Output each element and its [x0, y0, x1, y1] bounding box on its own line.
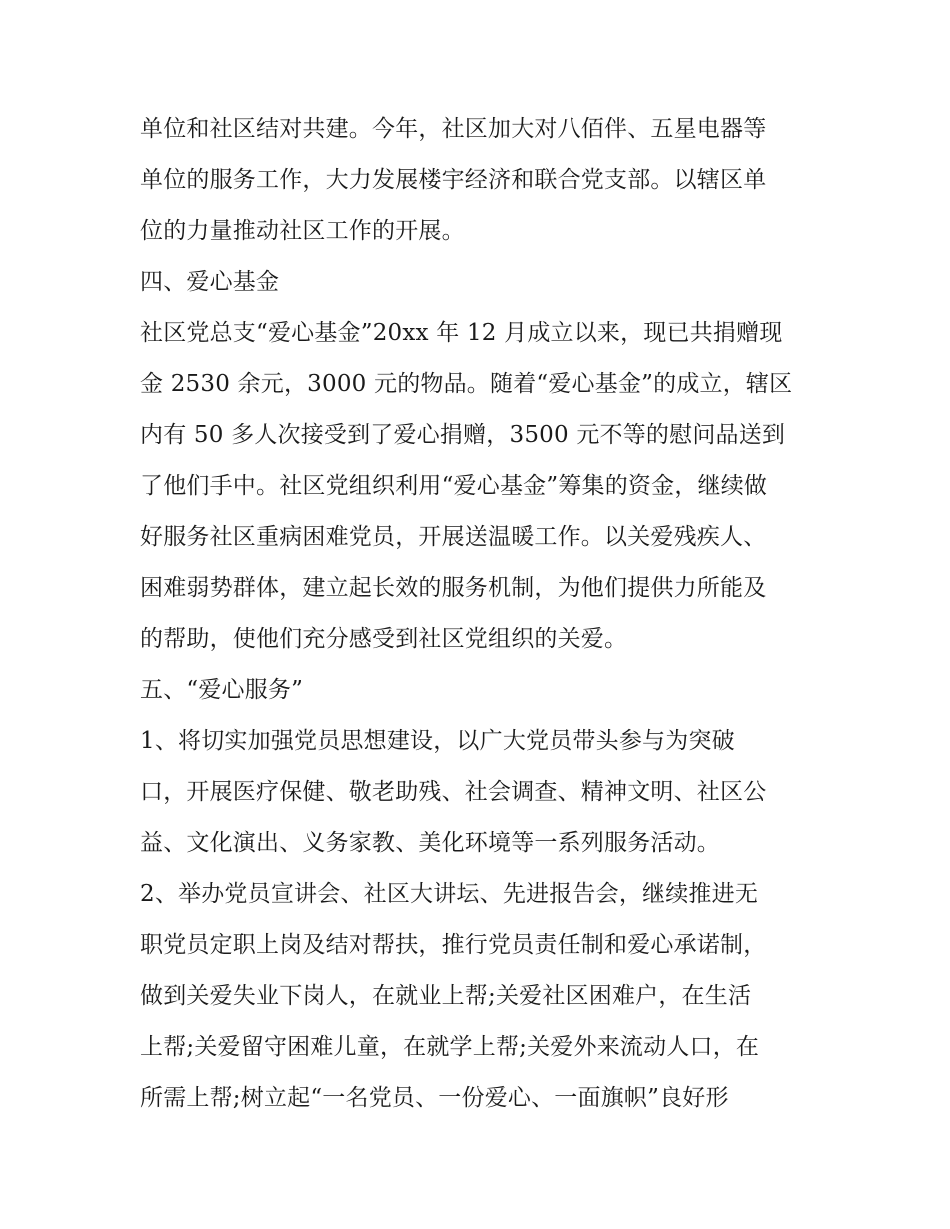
body-line: 做到关爱失业下岗人，在就业上帮;关爱社区困难户，在生活	[140, 983, 752, 1009]
list-item-2-line: 2、举办党员宣讲会、社区大讲坛、先进报告会，继续推进无	[140, 881, 759, 907]
body-line: 内有 50 多人次接受到了爱心捐赠，3500 元不等的慰问品送到	[140, 422, 786, 448]
section-heading-love-service: 五、“爱心服务”	[140, 677, 304, 703]
body-line: 位的力量推动社区工作的开展。	[140, 218, 465, 244]
document-body	[140, 104, 830, 1124]
body-line: 上帮;关爱留守困难儿童，在就学上帮;关爱外来流动人口，在	[140, 1034, 760, 1060]
body-line: 好服务社区重病困难党员，开展送温暖工作。以关爱残疾人、	[140, 524, 767, 550]
section-heading-love-fund: 四、爱心基金	[140, 269, 280, 295]
body-line: 所需上帮;树立起“一名党员、一份爱心、一面旗帜”良好形	[140, 1085, 729, 1111]
body-line: 社区党总支“爱心基金”20xx 年 12 月成立以来，现已共捐赠现	[140, 320, 783, 346]
body-line: 了他们手中。社区党组织利用“爱心基金”筹集的资金，继续做	[140, 473, 768, 499]
list-item-1-line: 1、将切实加强党员思想建设，以广大党员带头参与为突破	[140, 728, 735, 754]
body-line: 单位的服务工作，大力发展楼宇经济和联合党支部。以辖区单	[140, 167, 767, 193]
body-line: 金 2530 余元，3000 元的物品。随着“爱心基金”的成立，辖区	[140, 371, 793, 397]
body-line: 单位和社区结对共建。今年，社区加大对八佰伴、五星电器等	[140, 116, 767, 142]
body-line: 益、文化演出、义务家教、美化环境等一系列服务活动。	[140, 830, 720, 856]
body-line: 职党员定职上岗及结对帮扶，推行党员责任制和爱心承诺制，	[140, 932, 767, 958]
body-line: 困难弱势群体，建立起长效的服务机制，为他们提供力所能及	[140, 575, 767, 601]
body-line: 的帮助，使他们充分感受到社区党组织的关爱。	[140, 626, 628, 652]
body-line: 口，开展医疗保健、敬老助残、社会调查、精神文明、社区公	[140, 779, 767, 805]
